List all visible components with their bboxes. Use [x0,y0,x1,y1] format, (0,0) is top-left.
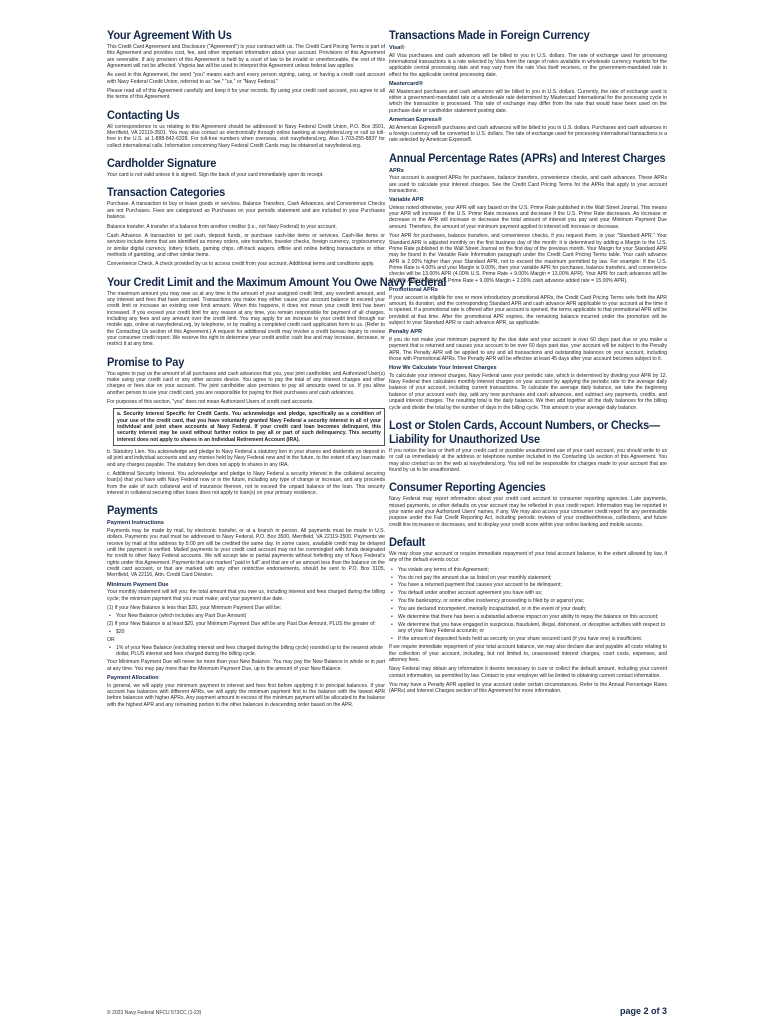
list-item-text: $20 [116,628,125,635]
footer-copyright: © 2023 Navy Federal NFCU 573CC (1-23) [107,1010,202,1016]
subtitle-payment-instructions: Payment Instructions [107,520,164,527]
subtitle-aprs: APRs [389,167,404,174]
subtitle-interest-calc: How We Calculate Your Interest Charges [389,365,497,372]
paragraph: Cash Advance. A transaction to get cash, deposit funds, or purchase cash-like items or services. Cash-like items or services include items that are identified as money orders, wire transfers, traveler checks, foreign currency, cryptocurrency or similar digital currency, lottery tickets, gaming chips, off-track wagers, offline and online betting transactions or other methods of gambling, and other similar items. [107,232,385,258]
bullet-list [107,613,385,619]
paragraph: c. Additional Security Interest. You acknowledge and pledge to Navy Federal a security interest in the collateral securing loan(s) that you have with Navy Federal now or in the future, including any type of change or increase, and any proceeds from the sale of such collateral and of insurance thereon, not to exceed the unpaid balance of the loan. This security interest in collateral securing other loans does not apply to loan(s) on your primary residence. [107,470,385,496]
bullet-icon: • [391,582,393,589]
paragraph: Payments may be made by mail, by electronic transfer, or at a branch in person. All payments must be made in U.S. dollars. Payments you mail must be addressed to Navy Federal, P.O. Box 3500, Merrifield, VA 22119-3500. Payments we receive by mail at this address by 5:00 pm will be credited the same day. In some cases, available credit may be delayed until the payment is verified. Mailed payments to your credit card account may not be commingled with funds designated for credit to other Navy Federal accounts. We will accept late or partial payments without forfeiting any of Navy Federal's rights under this Agreement. Payments that are marked "paid in full" and that are of an amount less than the balance on the credit card account, or that are marked with any other restrictive endorsements, should be sent to P.O. Box 3105, Merrifield, VA 22116, Attn. Credit Card Division. [107,527,385,579]
paragraph: Unless noted otherwise, your APR will vary based on the U.S. Prime Rate published in the Wall Street Journal. This means your APR will increase if the U.S. Prime Rate increases and decrease if the U.S. Prime Rate decreases. An increase or decrease in the APR will increase or decrease the total amount of interest you pay and your Minimum Payment Due amount. Therefore, the amount of your minimum payment applied to interest will increase or decrease. [389,204,667,230]
paragraph: In general, we will apply your minimum payment to interest and fees first before applying it to principal balances. If your account has balances with different APRs, we will apply the minimum payment first to the balance with the lowest APR before balances with higher APRs. Any payment amount in excess of the minimum payment will be allocated to the balance with the highest APR and any remaining portion to the other balances in descending order based on the APR. [107,682,385,708]
section-title-credit-limit: Your Credit Limit and the Maximum Amount You Owe Navy Federal [107,274,447,289]
list-item-text: You have a returned payment that causes your account to be delinquent; [398,582,562,589]
paragraph: We may close your account or require immediate repayment of your total account balance, to the extent allowed by law, if any of the default events occur: [389,550,667,564]
paragraph: You agree to pay us the amount of all purchases and cash advances that you, your joint cardholder, and Authorized User(s) make using your credit card or any other access device. You agree to pay the total of any interest charges and other charges or fees due on your account. The joint cardholder also promises to pay all amounts owed to us. If you allow another person to use your credit card, you are responsible for paying for their purchases and cash advances. [107,370,385,396]
paragraph: If your account is eligible for one or more introductory promotional APRs, the Credit Card Pricing Terms sets forth the APR amount, its duration, and the corresponding Standard APR and cash advance APR applicable to your account at the time it is opened. If a promotional rate is offered after your account is opened, the terms applicable to that promotional APR will be provided at that time. After the promotional APR expires, the remaining balance incurred under the promotion will be subject to your Standard APR or cash advance APR, as applicable. [389,294,667,326]
paragraph: If you notice the loss or theft of your credit card or possible unauthorized use of your card account, you should write to us or call us immediately at the address or telephone number included in the Contacting Us section of this Agreement. You may also contact us on the web at navyfederal.org. You will not be responsible for charges made to your account that are found by us to be unauthorized. [389,447,667,473]
list-item-text: 1% of your New Balance (excluding interest and fees charged during the billing cycle) rounded up to the nearest whole dollar, PLUS interest and fees charged during the billing cycle. [116,644,384,658]
list-item-text: You are declared incompetent, mentally incapacitated, or in the event of your death; [398,606,587,613]
subtitle-amex: American Express® [389,116,442,123]
paragraph: Convenience Check. A check provided by us to access credit from your account. Additional terms and conditions apply. [107,261,375,268]
paragraph: Navy Federal may report information about your credit card account to consumer reporting agencies. Late payments, missed payments, or other defaults on your account may be reflected in your credit report. Information may be reported in your name and your Authorized Users' names, if any. We may also access your consumer credit report for any permissible purpose under the Fair Credit Reporting Act, including periodic reviews of your creditworthiness, collections, and future credit line increases or decreases, and to display your credit score within your online banking and mobile access. [389,496,667,528]
paragraph: Your monthly statement will tell you: the total amount that you owe us, including interest and fees charged during the billing cycle; the minimum payment that you must make; and your payment due date. [107,589,385,602]
paragraph: This Credit Card Agreement and Disclosure ("Agreement") is your contract with us. The Credit Card Pricing Terms is part of this Agreement and provides cost, fee, and other important information about your account. Provisions of this Agreement are severable. If any provision of this Agreement is held by a court of law to be invalid or unenforceable, the rest of this Agreement will not be affected. Virginia law will be used to interpret this Agreement unless federal law applies. [107,44,385,70]
bullet-icon: • [109,644,111,651]
section-title-foreign-currency: Transactions Made in Foreign Currency [389,28,590,42]
paragraph: Your card is not valid unless it is signed. Sign the back of your card immediately upon its receipt. [107,172,324,179]
bullet-icon: • [109,628,111,635]
bullet-icon: • [391,566,393,573]
paragraph: The maximum amount you may owe us at any time is the amount of your assigned credit limit, any overlimit amount, and any interest and fees that have accrued. Transactions you make may either cause your account balance to exceed your credit limit or increase an existing over limit amount. When this happens, it does not mean your credit limit has been increased. If you exceed your credit limit for any reason at any time, you remain responsible for payment of all charges, including any fees and any amount over the credit limit. You may apply for an increase to your credit limit through our mobile app, online at navyfederal.org, by telephone, or by mailing a completed credit card application form to us. (Refer to the Contacting Us section of this Agreement.) A request for additional credit may involve a credit bureau inquiry to review your consumer credit report. We reserve the right to determine your credit and/or cash line and may increase, decrease, or restrict it at any time. [107,290,385,348]
page-number: page 2 of 3 [620,1006,668,1016]
bullet-list [107,645,385,658]
paragraph: All correspondence to us relating to this Agreement should be addressed to Navy Federal Credit Union, P.O. Box 3501, Merrifield, VA 22119-3501. You may also contact us electronically through online banking at navyfederal.org or call us toll-free in the U.S. at 1-888-842-6328. For toll-free numbers when overseas, visit navyfederal.org. Also 1-703-255-8837 for collect international calls. Information concerning Navy Federal Credit Cards may be obtained at navyfederal.org. [107,123,385,149]
list-item [109,628,385,635]
subtitle-promotional-aprs: Promotional APRs [389,286,438,293]
section-title-payments: Payments [107,503,158,518]
bullet-icon: • [391,606,393,613]
text-line: (2) If your New Balance is at least $20, your Minimum Payment Due will be any Past Due Amount, PLUS the greater of: [107,620,376,627]
section-title-promise: Promise to Pay [107,354,185,369]
section-title-consumer-reporting: Consumer Reporting Agencies [389,480,546,495]
subtitle-mastercard: Mastercard® [389,80,423,87]
text-line: (1) If your New Balance is less than $20, your Minimum Payment Due will be: [107,604,282,611]
list-item-text: You default under another account agreement you have with us; [398,590,543,597]
list-item [109,644,385,658]
security-interest-box: a. Security Interest Specific for Credit Cards. You acknowledge and pledge, specifically as a condition of your use of the credit card, that you have voluntarily granted Navy Federal a security interest in all of your individual and joint share accounts at Navy Federal. If your credit card loan becomes delinquent, this security interest may be used without further notice to pay all or part of such delinquency. This security interest does not apply to shares in an Individual Retirement Account (IRA). [113,408,385,445]
paragraph: If we require immediate repayment of your total account balance, we may also declare due and payable all costs relating to the collection of your account, including, but not limited to, unassessed interest charges, court costs, expenses, and attorney fees. [389,644,667,664]
section-title-contacting: Contacting Us [107,107,180,122]
list-item [391,606,667,613]
subtitle-variable-apr: Variable APR [389,197,424,204]
list-item-text: You violate any terms of this Agreement; [398,566,489,573]
list-item-text: You file bankruptcy, or some other insolvency proceeding is filed by or against you; [398,598,585,605]
list-item [109,612,385,619]
paragraph: If you do not make your minimum payment by the due date and your account is over 60 days past due or you make a payment that is returned and causes your account to be over 60 days past due, your account will be subject to the Penalty APR. The Penalty APR will be applied to any and all transactions and outstanding balances on your account, including those with Promotional APRs. The Penalty APR will be effective at least 45 days after your account becomes subject to it. [389,336,667,362]
list-item [391,566,667,573]
paragraph: Your account is assigned APRs for purchases, balance transfers, convenience checks, and cash advances. These APRs are used to calculate your interest charges. See the Credit Card Pricing Terms for the APRs that apply to your account transactions. [389,175,667,194]
list-item [391,598,667,605]
bullet-icon: • [391,636,393,643]
paragraph: b. Statutory Lien. You acknowledge and pledge to Navy Federal a statutory lien in your shares and dividends on deposit in all joint and individual accounts and any monies held by Navy Federal now and in the future, to the extent of any loan made and any charges payable. The statutory lien does not apply to shares in any IRA. [107,448,385,468]
list-item [391,613,667,620]
paragraph: All American Express® purchases and cash advances will be billed to you in U.S. dollars. Purchases and cash advances in a foreign currency will be converted to U.S. dollars. The rate of exchange used for processing international transactions is a rate selected by American Express®. [389,124,667,144]
list-item [391,636,667,643]
paragraph: As used in this Agreement, the word "you" means each and every person signing, using, or having a credit card account with Navy Federal Credit Union, referred to as "we," "us," or "Navy Federal." [107,72,385,85]
text-line: OR [107,637,115,644]
paragraph: All Visa purchases and cash advances will be billed to you in U.S. dollars. The rate of exchange used for processing International transactions is a rate selected by Visa from the range of rates available in wholesale currency markets for the applicable central processing date and may vary from the rate Visa itself receives, or the government-mandated rate in effect for the applicable central processing date. [389,52,667,78]
paragraph: To calculate your interest charges, Navy Federal uses your periodic rate, which is determined by dividing your APR by 12. Navy Federal then calculates monthly interest charges on your account by applying the periodic rate to the average daily balance of your account, including current transactions. To calculate the average daily balance, we take the beginning balance of your account each day, add any new purchases and cash advances, and subtract any payments, credits, and unpaid interest charges. The resulting total is the daily balance. We then add together all the daily balances for the billing cycle and divide the total by the number of days in the billing cycle. This amount is your average daily balance. [389,372,667,411]
paragraph: Purchase. A transaction to buy or lease goods or services. Balance Transfers, Cash Advances, and Convenience Checks are not Purchases. Fees are categorized as Purchases on your periodic statement and are included in your Purchases balance. [107,201,385,221]
subtitle-visa: Visa® [389,45,405,51]
section-title-categories: Transaction Categories [107,185,226,200]
list-item [391,582,667,589]
list-item-text: If the amount of deposited funds held as security on your share secured card (if you have one) is insufficient. [398,636,643,643]
subtitle-payment-allocation: Payment Allocation [107,675,159,682]
paragraph: For purposes of this section, "you" does not mean Authorized Users of credit card accounts. [107,399,314,406]
paragraph: Your APR for purchases, balance transfers, and convenience checks, if you request them, is your "Standard APR." Your Standard APR is adjusted monthly on the first business day of the month; it is determined by adding a Margin to the U.S. Prime Rate published in the Wall Street Journal on the first day of the previous month. Your Margin for your Standard APR may be found in the Variable Rate Information paragraph under the Credit Card Pricing Terms table. Your cash advance APR is 2.00% higher than your Standard APR, not to exceed the maximum permitted by law. For example: If the U.S. Prime Rate is 4.00% and your Margin is 9.00%, then your variable APR for purchases, balance transfers, and convenience checks will be 13.00% APR (4.00% U.S. Prime Rate + 9.00% Margin = 13.00% APR). Your APR for cash advances will be 15.00% APR (4.00% U.S. Prime Rate + 9.00% Margin + 2.00% cash advance added rate = 15.00% APR). [389,233,667,284]
bullet-icon: • [109,612,111,619]
list-item-text: We determine that you have engaged in suspicious, fraudulent, illegal, dishonest, or deceptive activities with respect to any of your Navy Federal accounts; or [398,621,666,635]
subtitle-minimum-payment: Minimum Payment Due [107,581,169,588]
section-title-apr: Annual Percentage Rates (APRs) and Interest Charges [389,150,666,165]
subtitle-penalty-apr: Penalty APR [389,329,423,336]
list-item [391,621,667,635]
section-title-lost-stolen: Lost or Stolen Cards, Account Numbers, or Checks—Liability for Unauthorized Use [389,417,660,446]
paragraph: You may have a Penalty APR applied to your account under certain circumstances. Refer to the Annual Percentage Rates (APRs) and Interest Charges section of this Agreement for more information. [389,682,667,695]
list-item [391,574,667,581]
bullet-list [107,629,385,635]
right-column [389,28,667,986]
bullet-icon: • [391,598,393,605]
paragraph: Please read all of this Agreement carefully and keep it for your records. By using your credit card account, you agree to all the terms of this Agreement. [107,88,385,101]
section-title-agreement: Your Agreement With Us [107,28,232,42]
list-item-text: Your New Balance (which includes any Past Due Amount) [116,612,247,619]
paragraph: Your Minimum Payment Due will never be more than your New Balance. You may pay the New Balance in whole or in part at any time. You may pay more than the Minimum Payment Due, up to the amount of your New Balance. [107,659,385,672]
default-list [389,567,667,643]
section-title-cardholder: Cardholder Signature [107,156,217,171]
paragraph: All Mastercard purchases and cash advances will be billed to you in U.S. dollars. Currently, the rate of exchange used is either a government-mandated rate or a wholesale rate determined by Mastercard International for the processing cycle in which the transaction is processed. This rate of exchange may differ from the rate that would have been used on the purchase date or cardholder statement posting date. [389,88,667,114]
paragraph: Navy Federal may obtain any information it deems necessary to cure or collect the default amount, including your current contact information, as permitted by law. Contact to your employer will be limited to obtaining current contact information. [389,666,667,679]
list-item-text: We determine that there has been a substantial adverse impact on your ability to repay the balance on this account; [398,613,659,620]
bullet-icon: • [391,574,393,581]
bullet-icon: • [391,590,393,597]
section-title-default: Default [389,534,426,549]
bullet-icon: • [391,613,393,620]
list-item [391,590,667,597]
list-item-text: You do not pay the amount due as listed on your monthly statement; [398,574,552,581]
bullet-icon: • [391,621,393,628]
paragraph: Balance transfer. A transfer of a balance from another creditor (i.e., not Navy Federal) to your account. [107,223,337,230]
